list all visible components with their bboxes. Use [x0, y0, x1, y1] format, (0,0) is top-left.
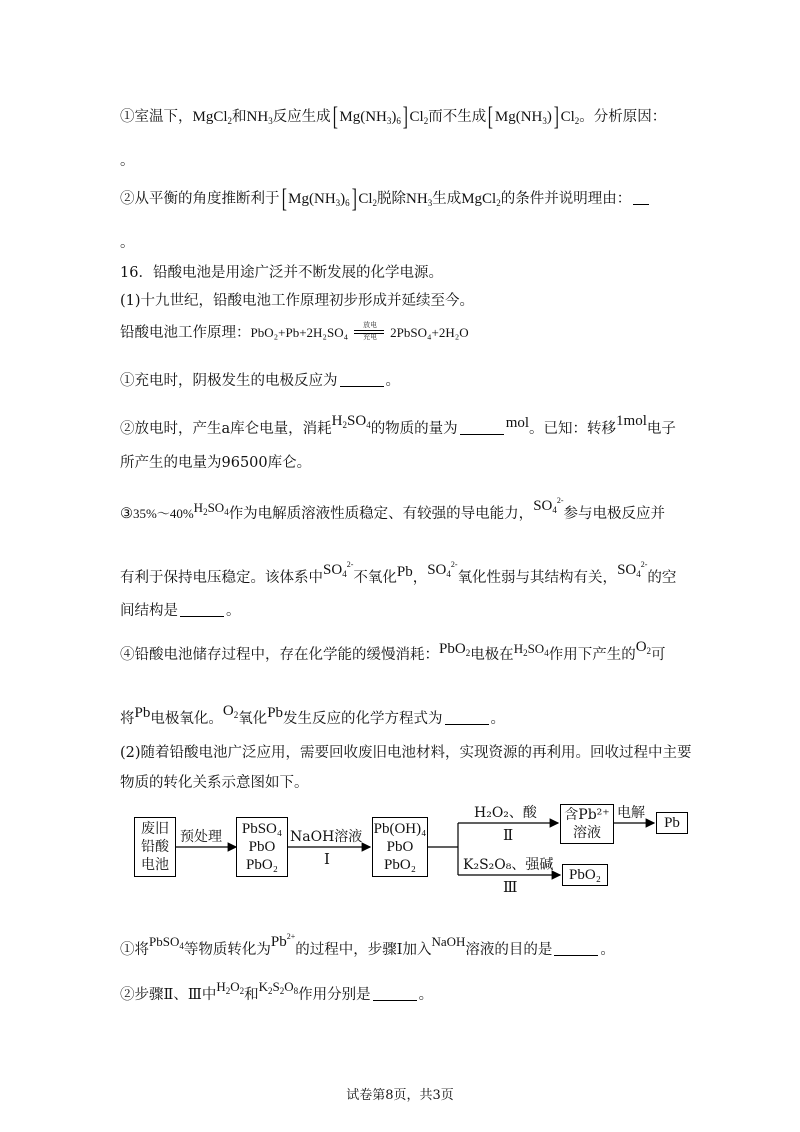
answer-blank[interactable] [445, 710, 489, 725]
q15-line-1 [120, 102, 667, 132]
q16-section-2a: (2)随着铅酸电池广泛应用，需要回收废旧电池材料，实现资源的再利用。回收过程中主要 [120, 745, 692, 761]
q15-line-4: 。 [120, 235, 135, 251]
text: ②放电时，产生a库仑电量，消耗 [120, 421, 332, 437]
arrow-top-label: 放电 [363, 321, 378, 329]
label-h2o2-acid: H₂O₂、酸 [474, 805, 537, 821]
text: 氧化 [238, 711, 268, 727]
box-line: PbO [386, 839, 414, 855]
label-step-iii: Ⅲ [503, 880, 518, 896]
formula-complex-6: [ $Mg(NH_3)_6$] $Cl_2$ [332, 102, 429, 131]
q16-j2 [120, 976, 433, 1006]
q16-j1 [120, 926, 615, 961]
q16-item-3c [120, 600, 241, 622]
formula-naoh: NaOH [431, 934, 466, 949]
answer-blank[interactable] [633, 190, 649, 205]
concentration: 35%～40% [133, 506, 194, 521]
formula-complex-1: [ $Mg(NH_3)$] $Cl_2$ [487, 102, 580, 131]
text: 的过程中，步骤Ⅰ加入 [295, 942, 432, 958]
formula-o2: $O_2$ [222, 703, 239, 720]
text: ①将 [120, 942, 149, 958]
text: 。分析原因： [579, 109, 667, 125]
label-preprocess: 预处理 [180, 829, 222, 845]
text: ①充电时，阴极发生的电极反应为 [120, 373, 338, 389]
formula-o2: $O_2$ [635, 639, 652, 656]
formula-pbso4: PbSO$_4$ [149, 934, 184, 951]
box-line: PbO₂ [384, 857, 416, 873]
answer-blank[interactable] [460, 420, 504, 435]
box-waste-battery [134, 817, 176, 877]
q15-line-3 [120, 184, 651, 214]
text: 将 [120, 711, 135, 727]
text: 反应生成 [272, 109, 331, 125]
formula-sulfate: $SO_4^{2-}$ [427, 560, 458, 579]
formula-sulfate: $SO_4^{2-}$ [533, 496, 564, 515]
q16-item-3 [120, 490, 665, 525]
text: 和 [232, 109, 247, 125]
text: 电极氧化。 [150, 711, 223, 727]
box-line: Pb(OH)₄ [373, 821, 427, 837]
label-electrolysis: 电解 [617, 805, 645, 821]
q16-title: 16．铅酸电池是用途广泛并不断发展的化学电源。 [120, 265, 443, 281]
box-pbo2: PbO₂ [562, 864, 608, 886]
q16-item-3b [120, 554, 676, 589]
text: 生成 [432, 191, 462, 207]
q16-section-1: (1)十九世纪，铅酸电池工作原理初步形成并延续至今。 [120, 293, 475, 309]
answer-blank[interactable] [180, 602, 224, 617]
unit-1mol: 1mol [616, 413, 647, 429]
formula-pb: Pb [134, 705, 151, 721]
box-line: 溶液 [573, 825, 601, 841]
text: 铅酸电池工作原理： [120, 325, 251, 341]
box-line: 铅酸 [141, 839, 169, 855]
text: 电子 [646, 421, 676, 437]
box-line: PbO₂ [246, 857, 278, 873]
formula-k2s2o8: $K_2S_2O_8$ [258, 979, 299, 996]
q16-item-2b: 所产生的电量为96500库仑。 [120, 455, 312, 471]
text: 间结构是 [120, 603, 178, 619]
text: ②步骤Ⅱ、Ⅲ中 [120, 987, 217, 1003]
text: 的空 [647, 570, 677, 586]
text: 和 [244, 987, 259, 1003]
formula-pbo2: PbO$_2$ [439, 641, 471, 658]
formula-nh3: $NH_3$ [406, 191, 433, 208]
equation-right: 2PbSO₄+2H₂O [390, 325, 469, 340]
text: ③ [120, 506, 133, 522]
q16-section-2b: 物质的转化关系示意图如下。 [120, 775, 309, 791]
text: 。 [600, 942, 615, 958]
box-lead-compounds [236, 817, 288, 877]
text: ④铅酸电池储存过程中，存在化学能的缓慢消耗： [120, 647, 439, 663]
formula-pb: Pb [396, 564, 413, 580]
formula-h2o2: $H_2O_2$ [216, 979, 245, 996]
text: 等物质转化为 [183, 942, 271, 958]
q16-item-4 [120, 636, 666, 666]
q16-principle [120, 322, 469, 344]
text: 。 [226, 603, 241, 619]
text: 不氧化 [353, 570, 397, 586]
text: ①室温下， [120, 109, 193, 125]
text: 参与电极反应并 [563, 506, 666, 522]
text: 作用分别是 [298, 987, 371, 1003]
answer-blank[interactable] [340, 372, 384, 387]
equation-left: PbO₂+Pb+2H₂SO₄ [250, 325, 349, 340]
q16-item-2 [120, 410, 676, 440]
text: ， [412, 570, 428, 586]
formula-pb2plus: $Pb^{2+}$ [270, 932, 296, 950]
text: 可 [651, 647, 666, 663]
q15-line-2: 。 [120, 153, 135, 169]
text: 。 [490, 711, 506, 727]
formula-h2so4: $H_2SO_4$ [331, 413, 371, 430]
text: 的条件并说明理由： [500, 191, 632, 207]
formula-complex-6: [ $Mg(NH_3)_6$] $Cl_2$ [281, 184, 378, 213]
text: 作用下产生的 [548, 647, 636, 663]
text: 作为电解质溶液性质稳定、有较强的导电能力， [228, 506, 534, 522]
text: 有利于保持电压稳定。该体系中 [120, 570, 323, 586]
answer-blank[interactable] [373, 986, 417, 1001]
label-step-i: Ⅰ [324, 852, 330, 868]
box-pb: Pb [656, 812, 688, 834]
text: 。 [418, 987, 434, 1003]
text: 电极在 [470, 647, 514, 663]
formula-mgcl2: MgCl$_2$ [192, 109, 233, 126]
formula-h2so4: $H_2SO_4$ [513, 641, 549, 658]
q16-item-1 [120, 370, 400, 392]
formula-pb: Pb [267, 705, 284, 721]
text: 。 [385, 373, 400, 389]
formula-sulfate: $SO_4^{2-}$ [617, 560, 648, 579]
text: 。已知：转移 [529, 421, 617, 437]
answer-blank[interactable] [554, 941, 598, 956]
text: 发生反应的化学方程式为 [283, 711, 443, 727]
q16-item-4b [120, 700, 505, 730]
text: ②从平衡的角度推断利于 [120, 191, 280, 207]
box-line: 废旧 [141, 821, 169, 837]
unit-mol: mol [505, 415, 530, 431]
formula-mgcl2: MgCl$_2$ [461, 191, 501, 208]
label-naoh: NaOH溶液 [290, 829, 363, 845]
formula-h2so4: $H_2SO_4$ [193, 500, 229, 517]
text: 氧化性弱与其结构有关， [457, 570, 618, 586]
text: 脱除 [377, 191, 407, 207]
box-line: PbSO₄ [241, 821, 283, 837]
text: 的物质的量为 [370, 421, 458, 437]
box-pb-hydroxide [372, 817, 428, 877]
box-line: 电池 [141, 857, 169, 873]
box-line: PbO [248, 839, 276, 855]
box-pb2-solution [560, 804, 614, 844]
text: 而不生成 [428, 109, 487, 125]
label-k2s2o8: K₂S₂O₈、强碱 [463, 857, 554, 873]
formula-nh3: $NH_3$ [246, 109, 273, 126]
arrow-bottom-label: 充电 [363, 333, 378, 341]
reversible-arrow [348, 322, 390, 340]
formula-sulfate: $SO_4^{2-}$ [323, 560, 354, 579]
page-footer: 试卷第8页，共3页 [346, 1088, 454, 1103]
box-line: 含Pb²⁺ [564, 807, 610, 823]
text: 溶液的目的是 [465, 942, 553, 958]
label-step-ii: Ⅱ [503, 828, 514, 844]
